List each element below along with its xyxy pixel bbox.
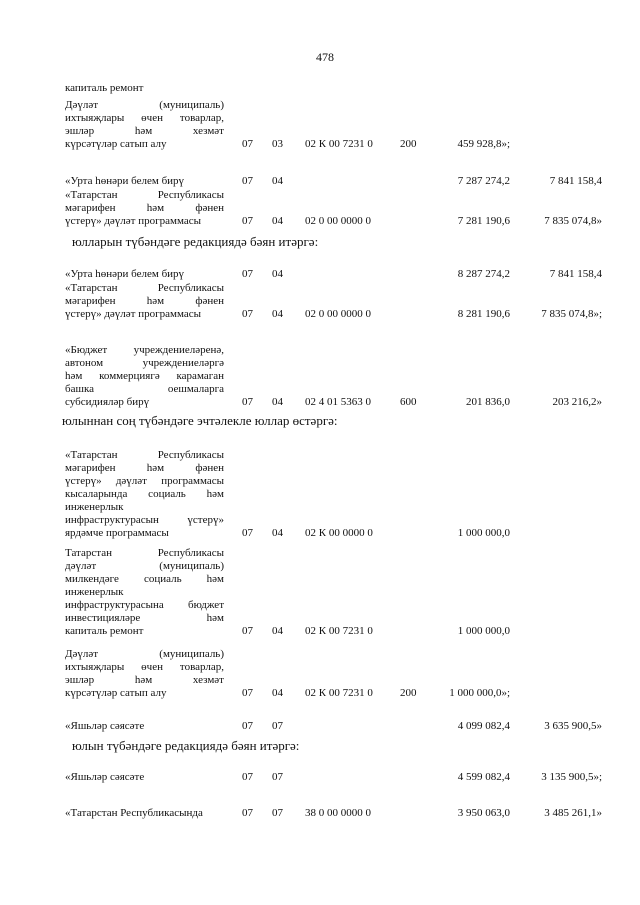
row-name [65, 268, 224, 281]
cell-c1: 07 [242, 215, 253, 227]
cell-c5: 8 287 274,2 [457, 268, 510, 280]
row-name-line: инфраструктурасына бюджет [65, 599, 224, 611]
cell-c1: 07 [242, 687, 253, 699]
instruction-text: юлын түбәндәге редакциядә бәян итәргә: [72, 738, 300, 753]
instruction-text: юлларын түбәндәге редакциядә бәян итәргә: [72, 234, 319, 249]
cell-c2: 04 [272, 308, 283, 320]
cell-c5: 201 836,0 [466, 396, 510, 408]
cell-c6: 203 216,2» [552, 396, 602, 408]
cell-c3: 02 К 00 7231 0 [305, 687, 373, 699]
row-name-line: субсидияләр бирү [65, 396, 150, 408]
cell-c5: 7 287 274,2 [457, 175, 510, 187]
cell-c2: 07 [272, 720, 283, 732]
cell-c2: 04 [272, 527, 283, 539]
table-row [0, 648, 640, 700]
cell-c1: 07 [242, 625, 253, 637]
cell-c2: 04 [272, 625, 283, 637]
row-name-line: милкендәге социаль һәм [65, 573, 224, 585]
row-name-line: инвестицияләре һәм [65, 612, 224, 624]
row-name [65, 344, 224, 409]
cell-c5: 1 000 000,0»; [449, 687, 510, 699]
row-name-line: кысаларында социаль һәм [65, 488, 224, 500]
cell-c6: 7 835 074,8» [544, 215, 602, 227]
table-row [0, 547, 640, 638]
cell-c5: 7 281 190,6 [457, 215, 510, 227]
cell-c3: 02 0 00 0000 0 [305, 215, 371, 227]
row-name [65, 807, 224, 820]
row-name-line: Дәүләт (муниципаль) [65, 648, 224, 660]
cell-c2: 03 [272, 138, 283, 150]
cell-c5: 459 928,8»; [457, 138, 510, 150]
row-name-line: эшләр һәм хезмәт [65, 125, 224, 137]
cell-c5: 1 000 000,0 [457, 527, 510, 539]
row-name-line: «Татарстан Республикасы [65, 282, 224, 294]
row-name [65, 189, 224, 228]
cell-c5: 4 099 082,4 [457, 720, 510, 732]
row-name-line: башка оешмаларга [65, 383, 224, 395]
row-name-line: «Бюджет учреждениеләренә, [65, 344, 224, 356]
row-name-line: ихтыяҗлары өчен товарлар, [65, 661, 224, 673]
page-number: 478 [316, 50, 334, 64]
cell-c1: 07 [242, 771, 253, 783]
row-name-line: һәм коммерциягә карамаган [65, 370, 224, 382]
cell-c3: 02 0 00 0000 0 [305, 308, 371, 320]
row-name-line: Дәүләт (муниципаль) [65, 99, 224, 111]
cell-c2: 04 [272, 175, 283, 187]
row-name-line: капиталь ремонт [65, 82, 144, 94]
cell-c3: 02 К 00 7231 0 [305, 138, 373, 150]
cell-c1: 07 [242, 268, 253, 280]
table-row [0, 720, 640, 733]
row-name-line: эшләр һәм хезмәт [65, 674, 224, 686]
cell-c3: 38 0 00 0000 0 [305, 807, 371, 819]
cell-c4: 200 [400, 687, 417, 699]
row-name-line: капиталь ремонт [65, 625, 144, 637]
row-name-line: инфраструктурасын үстерү» [65, 514, 224, 526]
table-row [0, 771, 640, 784]
cell-c1: 07 [242, 720, 253, 732]
cell-c3: 02 К 00 0000 0 [305, 527, 373, 539]
row-name-line: мәгарифен һәм фәнен [65, 295, 224, 307]
cell-c6: 7 841 158,4 [549, 175, 602, 187]
table-row [0, 99, 640, 151]
row-name-line: «Урта һөнәри белем бирү [65, 268, 185, 280]
row-name [65, 82, 224, 95]
cell-c5: 1 000 000,0 [457, 625, 510, 637]
row-name-line: инженерлык [65, 501, 124, 513]
row-name-line: үстерү» дәүләт программасы [65, 215, 202, 227]
cell-c2: 04 [272, 215, 283, 227]
cell-c5: 8 281 190,6 [457, 308, 510, 320]
table-row [0, 268, 640, 281]
row-name [65, 547, 224, 638]
cell-c6: 3 635 900,5» [544, 720, 602, 732]
row-name-line: инженерлык [65, 586, 124, 598]
row-name-line: «Татарстан Республикасы [65, 449, 224, 461]
cell-c4: 600 [400, 396, 417, 408]
row-name-line: «Яшьләр сәясәте [65, 720, 145, 732]
table-row [0, 807, 640, 820]
row-name [65, 282, 224, 321]
row-name-line: «Татарстан Республикасы [65, 189, 224, 201]
cell-c1: 07 [242, 308, 253, 320]
cell-c1: 07 [242, 138, 253, 150]
cell-c5: 4 599 082,4 [457, 771, 510, 783]
cell-c6: 3 135 900,5»; [541, 771, 602, 783]
table-row [0, 449, 640, 540]
row-name-line: автоном учреждениеләргә [65, 357, 224, 369]
row-name-line: дәүләт (муниципаль) [65, 560, 224, 572]
cell-c1: 07 [242, 396, 253, 408]
cell-c1: 07 [242, 527, 253, 539]
cell-c2: 07 [272, 771, 283, 783]
row-name-line: мәгарифен һәм фәнен [65, 202, 224, 214]
row-name-line: мәгарифен һәм фәнен [65, 462, 224, 474]
cell-c2: 07 [272, 807, 283, 819]
cell-c1: 07 [242, 175, 253, 187]
row-name [65, 648, 224, 700]
cell-c4: 200 [400, 138, 417, 150]
cell-c5: 3 950 063,0 [457, 807, 510, 819]
row-name [65, 771, 224, 784]
table-row [0, 189, 640, 228]
cell-c3: 02 4 01 5363 0 [305, 396, 371, 408]
row-name-line: «Яшьләр сәясәте [65, 771, 145, 783]
row-name-line: ихтыяҗлары өчен товарлар, [65, 112, 224, 124]
instruction-text: юлыннан соң түбәндәге эчтәлекле юллар өстәргә: [62, 413, 338, 428]
cell-c2: 04 [272, 687, 283, 699]
cell-c3: 02 К 00 7231 0 [305, 625, 373, 637]
cell-c6: 3 485 261,1» [544, 807, 602, 819]
table-row [0, 175, 640, 188]
cell-c6: 7 835 074,8»; [541, 308, 602, 320]
row-name-line: күрсәтүләр сатып алу [65, 138, 167, 150]
table-row [0, 282, 640, 321]
row-name-line: «Татарстан Республикасында [65, 807, 203, 819]
cell-c2: 04 [272, 268, 283, 280]
row-name [65, 720, 224, 733]
row-name-line: Татарстан Республикасы [65, 547, 224, 559]
cell-c1: 07 [242, 807, 253, 819]
cell-c6: 7 841 158,4 [549, 268, 602, 280]
cell-c2: 04 [272, 396, 283, 408]
row-name [65, 175, 224, 188]
row-name-line: күрсәтүләр сатып алу [65, 687, 167, 699]
row-name-line: «Урта һөнәри белем бирү [65, 175, 185, 187]
row-name [65, 449, 224, 540]
table-row [0, 82, 640, 95]
table-row [0, 344, 640, 409]
row-name-line: үстерү» дәүләт программасы [65, 475, 224, 487]
row-name-line: үстерү» дәүләт программасы [65, 308, 202, 320]
row-name-line: ярдәмче программасы [65, 527, 169, 539]
row-name [65, 99, 224, 151]
